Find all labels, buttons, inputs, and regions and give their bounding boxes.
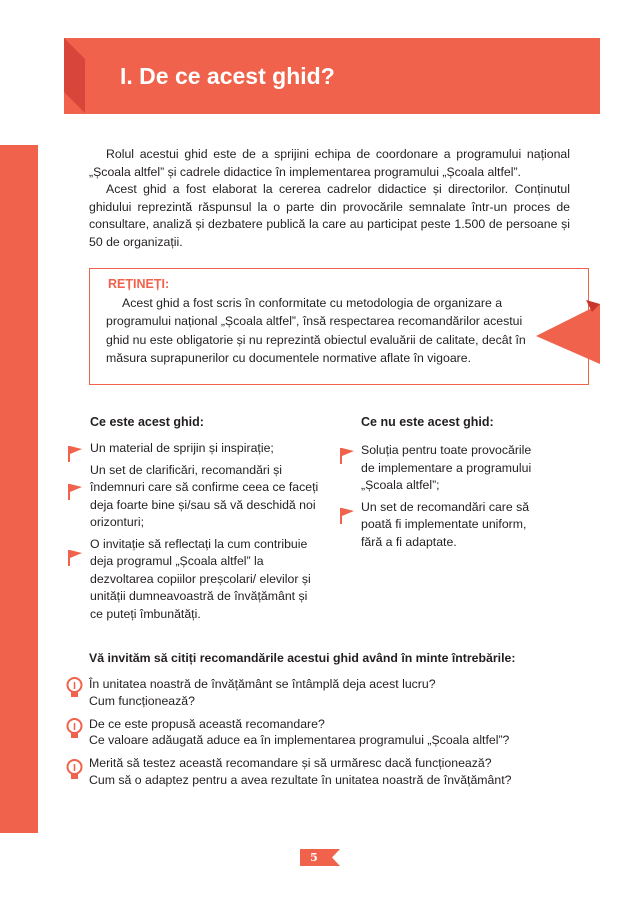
list-item: Un material de sprijin și inspirație;: [90, 441, 274, 455]
lightbulb-icon: [66, 676, 83, 700]
question-line: Cum funcționează?: [89, 693, 195, 708]
flag-icon: [339, 507, 355, 524]
flag-icon: [67, 445, 83, 462]
page-title: I. De ce acest ghid?: [120, 63, 335, 89]
notice-title: REȚINEȚI:: [108, 277, 170, 291]
notice-ribbon-icon: [536, 300, 600, 368]
intro-paragraph: Acest ghid a fost elaborat la cererea cadrelor didactice și directorilor. Conținutul ghidului reprezintă răspunsul la o parte din provocările semnalate într-un proces de consultare, analiză și dezbatere publică la care au participat peste 1.500 de persoane și 50 de organizații.: [89, 182, 570, 249]
intro-text: [89, 146, 570, 252]
what-is-not-list: [361, 442, 541, 555]
questions-title: Vă invităm să citiți recomandările acestui ghid având în minte întrebările:: [89, 651, 516, 665]
notice-text: [106, 294, 534, 368]
list-item: Un set de recomandări care să poată fi implementate uniform, fără a fi adaptate.: [361, 499, 530, 549]
question-item: [89, 676, 559, 710]
left-accent-bar: [0, 145, 38, 833]
question-line: Ce valoare adăugată aduce ea în implementarea programului „Școala altfel”?: [89, 733, 510, 748]
intro-paragraph: Rolul acestui ghid este de a sprijini echipa de coordonare a programului național „Școala altfel” și cadrele didactice în implementarea programului „Școala altfel”.: [89, 147, 570, 179]
question-line: Cum să o adaptez pentru a avea rezultate în unitatea noastră de învățământ?: [89, 772, 512, 787]
flag-icon: [67, 483, 83, 500]
flag-icon: [67, 549, 83, 566]
flag-icon: [339, 447, 355, 464]
lightbulb-icon: [66, 758, 83, 782]
question-line: Merită să testez această recomandare și să urmăresc dacă funcționează?: [89, 756, 492, 771]
questions-list: [89, 676, 559, 795]
list-item: Un set de clarificări, recomandări și îndemnuri care să confirme ceea ce faceți deja foarte bine și/sau să vă deschidă noi orizonturi;: [90, 462, 319, 529]
what-is-list: [90, 440, 322, 627]
list-item: Soluția pentru toate provocările de implementare a programului „Școala altfel”;: [361, 443, 532, 492]
question-item: [89, 755, 559, 789]
what-is-not-title: Ce nu este acest ghid:: [361, 415, 494, 429]
question-line: În unitatea noastră de învățământ se întâmplă deja acest lucru?: [89, 677, 436, 691]
what-is-title: Ce este acest ghid:: [90, 415, 204, 429]
notice-paragraph: Acest ghid a fost scris în conformitate cu metodologia de organizare a programului național „Școala altfel”, însă respectarea recomandărilor acestui ghid nu este obligatorie și nu reprezintă obiectul evaluării de calitate, decât în măsura suprapunerilor cu documentele normative aflate în vigoare.: [106, 296, 526, 366]
question-item: [89, 716, 559, 750]
list-item: O invitație să reflectați la cum contribuie deja programul „Școala altfel” la dezvoltarea copiilor preșcolari/ elevilor și unității dumneavoastră de învățământ și ce puteți îmbunătăți.: [90, 536, 311, 621]
page-number: 5: [310, 851, 318, 864]
question-line: De ce este propusă această recomandare?: [89, 716, 325, 731]
lightbulb-icon: [66, 717, 83, 741]
